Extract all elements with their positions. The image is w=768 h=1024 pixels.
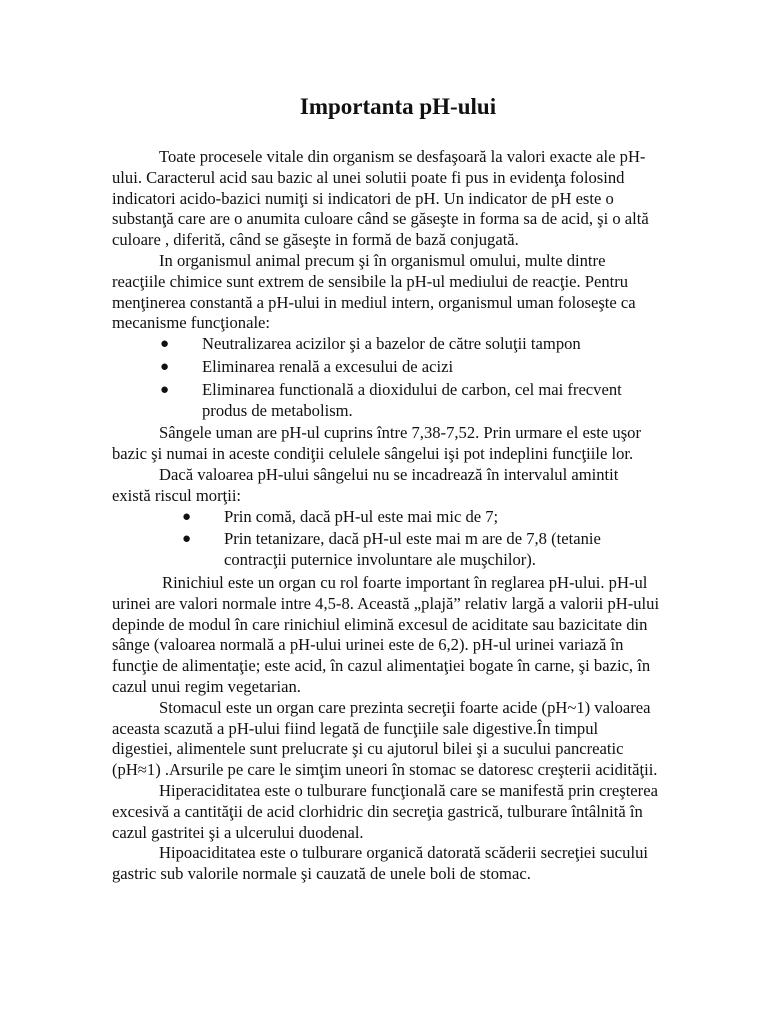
- bullet-icon: ●: [160, 336, 170, 353]
- paragraph-organism: In organismul animal precum şi în organismul omului, multe dintre reacţiile chimice sunt extrem de sensibile la pH-ul mediului de reacţie. Pentru menţinerea constantă a pH-ului in mediul intern, organismul uman foloseşte ca mecanisme funcţionale:: [112, 250, 636, 333]
- paragraph-blood: Sângele uman are pH-ul cuprins între 7,38-7,52. Prin urmare el este uşor bazic şi numai in aceste condiţii celulele sângelui işi pot indeplini funcţiile lor.: [112, 423, 642, 464]
- list-item-text: Neutralizarea acizilor şi a bazelor de către soluţii tampon: [202, 334, 581, 354]
- list-item-text: Eliminarea functională a dioxidului de carbon, cel mai frecvent produs de metabolism.: [202, 379, 622, 420]
- list-item: [182, 506, 660, 528]
- list-item-text: Eliminarea renală a excesului de acizi: [202, 356, 454, 376]
- bullet-icon: ●: [160, 381, 170, 398]
- page-title: Importanta pH-ului: [299, 94, 497, 119]
- document-body: [112, 147, 660, 885]
- list-item: [182, 529, 660, 571]
- bullet-icon: ●: [182, 531, 192, 548]
- bullet-icon: ●: [182, 508, 192, 525]
- paragraph-hypoacidity: Hipoaciditatea este o tulburare organică datorată scăderii secreţiei sucului gastric sub valorile normale şi cauzată de unele boli de stomac.: [112, 843, 648, 884]
- paragraph-risk: Dacă valoarea pH-ului sângelui nu se incadrează în intervalul amintit există riscul morţii:: [112, 464, 619, 505]
- paragraph-stomach: Stomacul este un organ care prezinta secreţii foarte acide (pH~1) valoarea aceasta scazută a pH-ului fiind legată de funcţiile sale digestive.În timpul digestiei, alimentele sunt prelucrate şi cu ajutorul bilei şi a sucului pancreatic (pH≈1) .Arsurile pe care le simţim uneori în stomac se datoresc creşterii acidităţii.: [112, 697, 658, 780]
- paragraph-hyperacidity: Hiperaciditatea este o tulburare funcţională care se manifestă prin creşterea excesivă a cantităţii de acid clorhidric din secreţia gastrică, tulburare întâlnită în cazul gastritei şi a ulcerului duodenal.: [112, 780, 658, 842]
- paragraph-kidney: Rinichiul este un organ cu rol foarte important în reglarea pH-ului. pH-ul urinei are valori normale intre 4,5-8. Această „plajă” relativ largă a valorii pH-ului depinde de modul în care rinichiul elimină excesul de aciditate sau bazicitate din sânge (valoarea normală a pH-ului urinei este de 6,2). pH-ul urinei variază în funcţie de alimentaţie; este acid, în cazul alimentaţiei bogate în carne, şi bazic, în cazul unui regim vegetarian.: [112, 572, 660, 696]
- mechanisms-list: [112, 334, 660, 421]
- list-item-text: Prin tetanizare, dacă pH-ul este mai m are de 7,8 (tetanie contracţii puternice involuntare ale muşchilor).: [224, 529, 601, 570]
- list-item-text: Prin comă, dacă pH-ul este mai mic de 7;: [224, 506, 499, 526]
- bullet-icon: ●: [160, 358, 170, 375]
- list-item: [160, 379, 660, 422]
- paragraph-intro: Toate procesele vitale din organism se desfaşoară la valori exacte ale pH-ului. Caracterul acid sau bazic al unei solutii poate fi pus in evidenţa folosind indicatori acido-bazici numiţi si indicatori de pH. Un indicator de pH este o substanţă care are o anumita culoare când se găseşte in forma sa de acid, şi o altă culoare , diferită, când se găseşte in formă de bază conjugată.: [112, 147, 649, 250]
- risk-list: [112, 507, 660, 571]
- list-item: [160, 334, 660, 355]
- list-item: [160, 356, 660, 378]
